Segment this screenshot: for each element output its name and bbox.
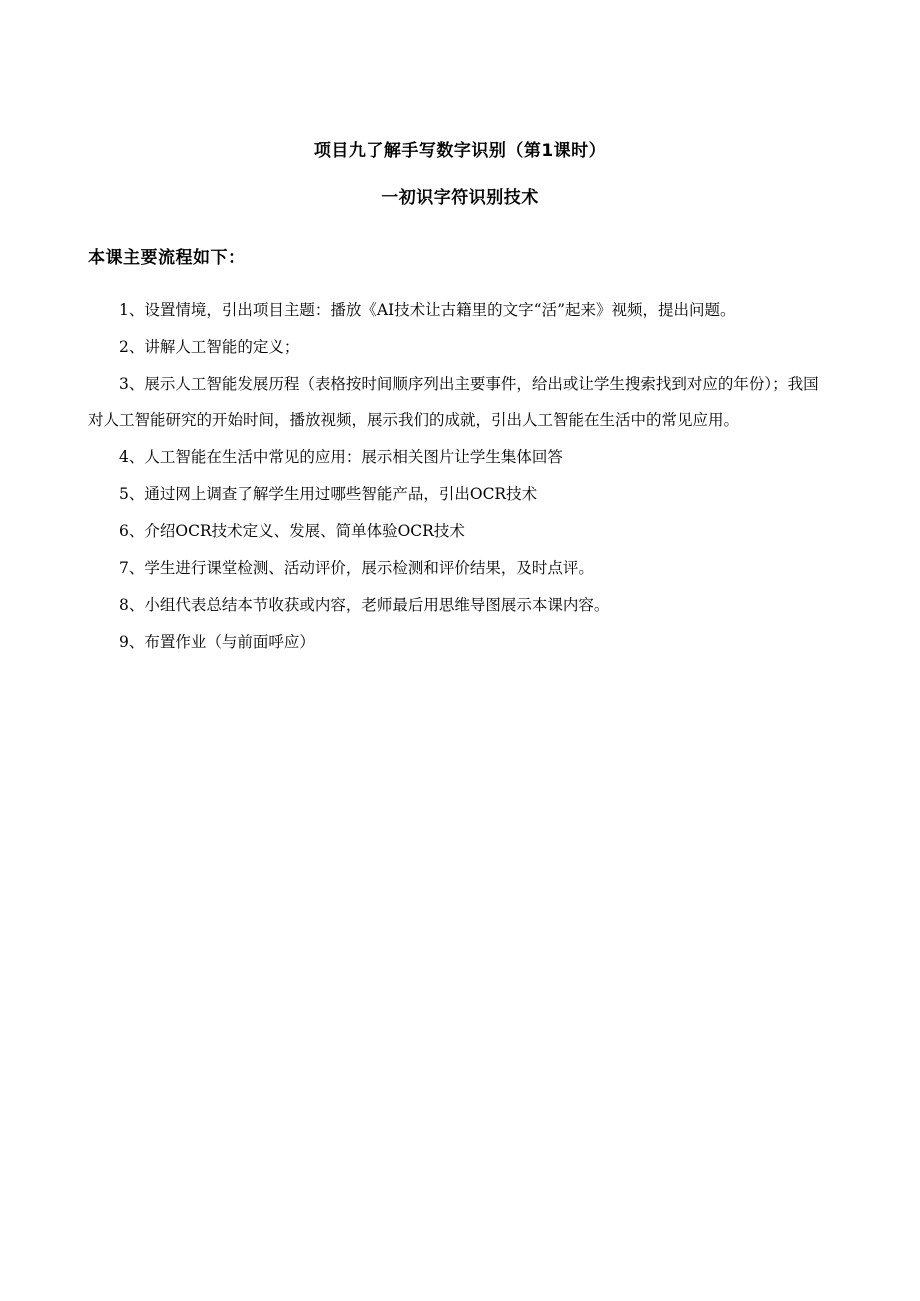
document-subtitle: 一初识字符识别技术 xyxy=(381,188,539,208)
process-step: 4、人工智能在生活中常见的应用：展示相关图片让学生集体回答 xyxy=(119,448,563,466)
section-heading: 本课主要流程如下： xyxy=(88,248,246,268)
process-step: 8、小组代表总结本节收获或内容，老师最后用思维导图展示本课内容。 xyxy=(119,596,610,614)
process-step: 7、学生进行课堂检测、活动评价，展示检测和评价结果，及时点评。 xyxy=(119,559,594,577)
process-step: 5、通过网上调查了解学生用过哪些智能产品，引出OCR技术 xyxy=(119,485,538,503)
process-step: 2、讲解人工智能的定义； xyxy=(119,338,300,356)
process-step: 3、展示人工智能发展历程（表格按时间顺序列出主要事件，给出或让学生搜索找到对应的年份）；我国对人工智能研究的开始时间，播放视频，展示我们的成就，引出人工智能在生活中的常见应用。 xyxy=(88,375,819,429)
process-step: 9、布置作业（与前面呼应） xyxy=(119,633,315,651)
process-step: 6、介绍OCR技术定义、发展、简单体验OCR技术 xyxy=(119,522,465,540)
process-steps-list xyxy=(88,292,823,661)
document-title: 项目九了解手写数字识别（第1课时） xyxy=(313,141,607,161)
process-step: 1、设置情境，引出项目主题：播放《AI技术让古籍里的文字“活”起来》视频，提出问题。 xyxy=(119,301,736,319)
